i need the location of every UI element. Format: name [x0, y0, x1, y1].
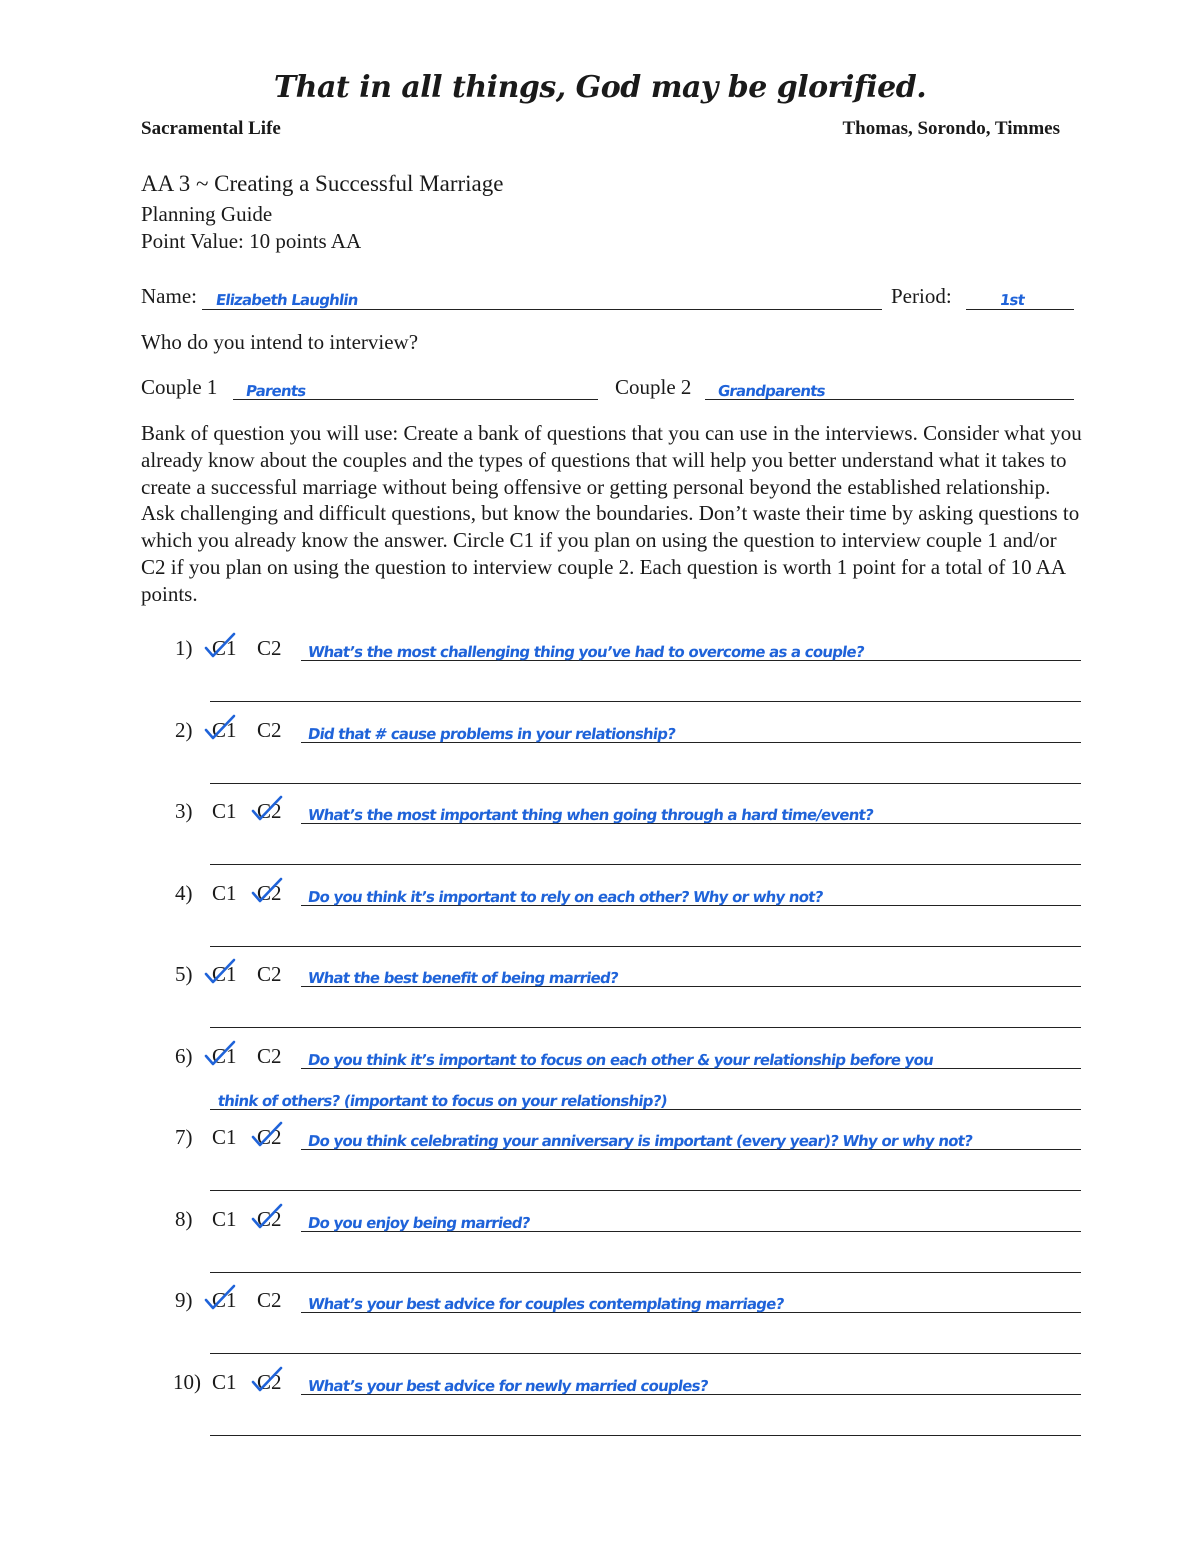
answer-line-continued[interactable] — [210, 783, 1081, 784]
name-field-line[interactable] — [202, 309, 882, 310]
checkmark-icon — [203, 714, 237, 742]
answer-line-continued[interactable] — [210, 864, 1081, 865]
answer-text: What’s the most challenging thing you’ve had to overcome as a couple? — [306, 643, 866, 661]
question-number: 1) — [175, 636, 193, 660]
c1-option[interactable]: C1 — [212, 1288, 237, 1312]
c1-option[interactable]: C1 — [212, 1370, 237, 1394]
c1-option[interactable]: C1 — [212, 1125, 237, 1149]
c1-option[interactable]: C1 — [212, 1044, 237, 1068]
name-value: Elizabeth Laughlin — [214, 291, 359, 309]
c1-option[interactable]: C1 — [212, 718, 237, 742]
couple1-label: Couple 1 — [141, 375, 218, 399]
question-number: 4) — [175, 881, 193, 905]
couple2-value: Grandparents — [716, 382, 827, 400]
answer-line-continued[interactable] — [210, 946, 1081, 947]
answer-line-continued[interactable] — [210, 1353, 1081, 1354]
c2-option[interactable]: C2 — [257, 1288, 282, 1312]
answer-text: Do you enjoy being married? — [306, 1214, 531, 1232]
question-number: 9) — [175, 1288, 193, 1312]
checkmark-icon — [250, 1121, 284, 1149]
c2-option[interactable]: C2 — [257, 1207, 282, 1231]
answer-line-continued[interactable] — [210, 1272, 1081, 1273]
question-number: 10) — [173, 1370, 201, 1394]
question-number: 2) — [175, 718, 193, 742]
checkmark-icon — [250, 877, 284, 905]
c1-option[interactable]: C1 — [212, 881, 237, 905]
answer-text-continued: think of others? (important to focus on your relationship?) — [216, 1092, 669, 1110]
answer-text: What’s your best advice for couples contemplating marriage? — [306, 1295, 785, 1313]
question-number: 3) — [175, 799, 193, 823]
answer-text: Did that # cause problems in your relationship? — [306, 725, 677, 743]
answer-line-continued[interactable] — [210, 1190, 1081, 1191]
checkmark-icon — [203, 1284, 237, 1312]
answer-text: Do you think celebrating your anniversary is important (every year)? Why or why not? — [306, 1132, 974, 1150]
c2-option[interactable]: C2 — [257, 799, 282, 823]
checkmark-icon — [203, 632, 237, 660]
checkmark-icon — [250, 1203, 284, 1231]
c2-option[interactable]: C2 — [257, 962, 282, 986]
couple2-label: Couple 2 — [615, 375, 692, 399]
instructions-paragraph: Bank of question you will use: Create a bank of questions that you can use in the interviews. Consider what you already know about the couples and the types of questions that will help you better understand what it takes to create a successful marriage without being offensive or getting personal beyond the established relationship. Ask challenging and difficult questions, but know the boundaries. Don’t waste their time by asking questions to which you already know the answer. Circle C1 if you plan on using the question to interview couple 1 and/or C2 if you plan on using the question to interview couple 2. Each question is worth 1 point for a total of 10 AA points. — [141, 421, 1082, 606]
c1-option[interactable]: C1 — [212, 962, 237, 986]
c2-option[interactable]: C2 — [257, 636, 282, 660]
teacher-names: Thomas, Sorondo, Timmes — [842, 118, 1060, 139]
c2-option[interactable]: C2 — [257, 1125, 282, 1149]
answer-line-continued[interactable] — [210, 1027, 1081, 1028]
c1-option[interactable]: C1 — [212, 1207, 237, 1231]
question-number: 8) — [175, 1207, 193, 1231]
checkmark-icon — [203, 958, 237, 986]
checkmark-icon — [250, 1366, 284, 1394]
c2-option[interactable]: C2 — [257, 1370, 282, 1394]
period-label: Period: — [891, 284, 952, 308]
answer-line-continued[interactable] — [210, 1435, 1081, 1436]
answer-text: Do you think it’s important to focus on each other & your relationship before you — [306, 1051, 935, 1069]
point-value: Point Value: 10 points AA — [141, 229, 362, 253]
assignment-title: AA 3 ~ Creating a Successful Marriage — [141, 171, 504, 196]
couple1-value: Parents — [244, 382, 307, 400]
answer-text: What’s the most important thing when going through a hard time/event? — [306, 806, 875, 824]
interview-prompt: Who do you intend to interview? — [141, 330, 419, 354]
question-number: 5) — [175, 962, 193, 986]
period-value: 1st — [998, 291, 1026, 309]
answer-text: What the best benefit of being married? — [306, 969, 620, 987]
question-number: 6) — [175, 1044, 193, 1068]
course-name: Sacramental Life — [141, 118, 281, 139]
checkmark-icon — [250, 795, 284, 823]
name-label: Name: — [141, 284, 197, 308]
c2-option[interactable]: C2 — [257, 881, 282, 905]
period-field-line[interactable] — [966, 309, 1074, 310]
answer-line-continued[interactable] — [210, 701, 1081, 702]
c2-option[interactable]: C2 — [257, 1044, 282, 1068]
c2-option[interactable]: C2 — [257, 718, 282, 742]
answer-text: Do you think it’s important to rely on each other? Why or why not? — [306, 888, 824, 906]
motto-heading: That in all things, God may be glorified. — [273, 70, 927, 105]
checkmark-icon — [203, 1040, 237, 1068]
c1-option[interactable]: C1 — [212, 636, 237, 660]
question-number: 7) — [175, 1125, 193, 1149]
c1-option[interactable]: C1 — [212, 799, 237, 823]
assignment-subtitle: Planning Guide — [141, 202, 273, 226]
answer-text: What’s your best advice for newly married couples? — [306, 1377, 709, 1395]
